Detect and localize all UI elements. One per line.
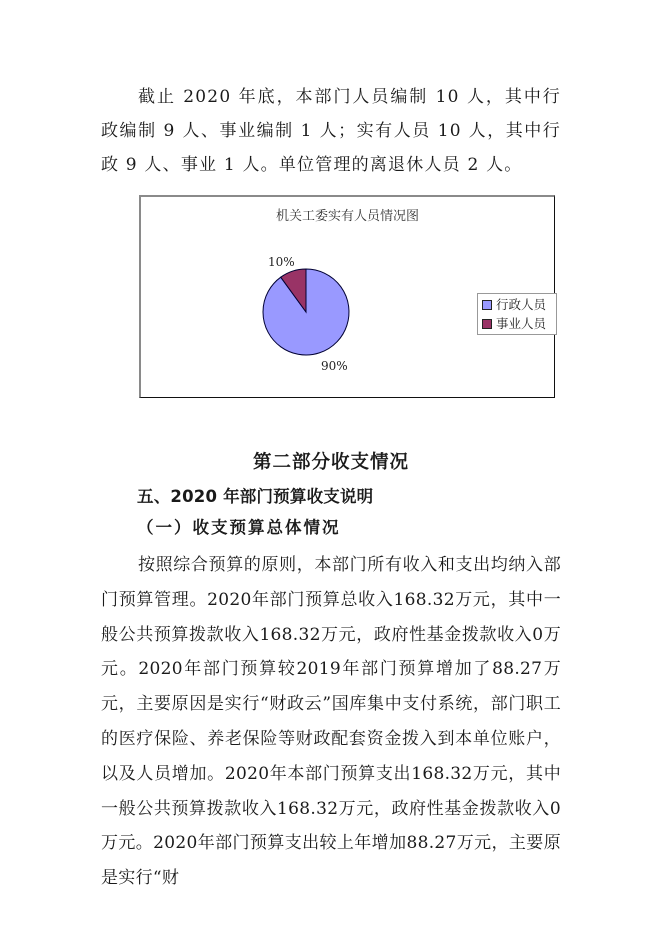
legend-item-admin (482, 295, 556, 314)
legend-label-institution: 事业人员 (496, 316, 547, 331)
legend-swatch-admin (482, 300, 492, 310)
legend-swatch-institution (482, 319, 492, 329)
label-large: 90% (321, 359, 348, 373)
staff-pie-chart (139, 195, 555, 398)
subsection-heading: （一）收支预算总体情况 (137, 518, 341, 537)
chart-legend (477, 293, 557, 335)
legend-label-admin: 行政人员 (496, 297, 547, 312)
chart-title: 机关工委实有人员情况图 (275, 209, 419, 224)
section-heading: 五、2020 年部门预算收支说明 (137, 487, 374, 506)
part-title: 第二部分收支情况 (252, 452, 409, 473)
staffing-paragraph: 截止 2020 年底，本部门人员编制 10 人，其中行政编制 9 人、事业编制 1 人；实有人员 10 人，其中行政 9 人、事业 1 人。单位管理的离退休人员 2 人。 (101, 87, 561, 175)
legend-item-institution (482, 314, 556, 333)
budget-paragraph: 按照综合预算的原则，本部门所有收入和支出均纳入部门预算管理。2020年部门预算总收入168.32万元，其中一般公共预算拨款收入168.32万元，政府性基金拨款收入0万元。2020年部门预算较2019年部门预算增加了88.27万元，主要原因是实行“财政云”国库集中支付系统，部门职工的医疗保险、养老保险等财政配套资金拨入到本单位账户，以及人员增加。2020年本部门预算支出168.32万元，其中一般公共预算拨款收入168.32万元，政府性基金拨款收入0万元。2020年部门预算支出较上年增加88.27万元，主要原是实行“财 (101, 555, 561, 889)
label-small: 10% (268, 255, 295, 269)
